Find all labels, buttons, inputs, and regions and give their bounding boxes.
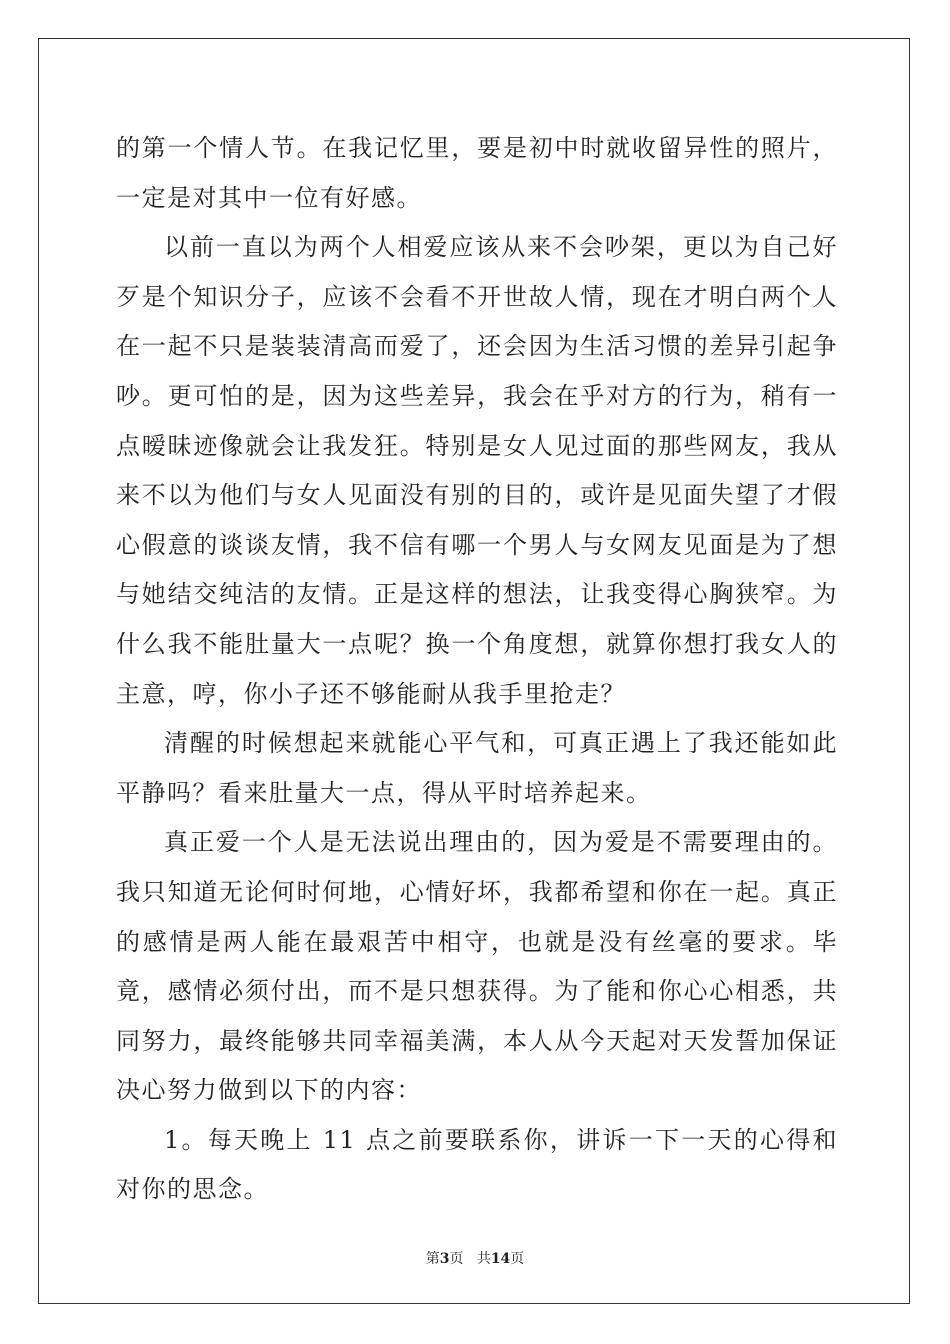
total-pages: 14 [490, 1251, 511, 1267]
page-prefix: 第 [425, 1251, 440, 1267]
paragraph: 清醒的时候想起来就能心平气和，可真正遇上了我还能如此平静吗？看来肚量大一点，得从平时培养起来。 [116, 729, 838, 807]
paragraph: 的第一个情人节。在我记忆里，要是初中时就收留异性的照片，一定是对其中一位有好感。 [116, 134, 838, 212]
page-footer [0, 1248, 950, 1268]
paragraph: 1。每天晚上 11 点之前要联系你，讲诉一下一天的心得和对你的思念。 [116, 1125, 838, 1204]
total-prefix: 共 [476, 1251, 491, 1267]
paragraph: 以前一直以为两个人相爱应该从来不会吵架，更以为自己好歹是个知识分子，应该不会看不开世故人情，现在才明白两个人在一起不只是装装清高而爱了，还会因为生活习惯的差异引起争吵。更可怕的是，因为这些差异，我会在乎对方的行为，稍有一点暧昧迹像就会让我发狂。特别是女人见过面的那些网友，我从来不以为他们与女人见面没有别的目的，或许是见面失望了才假心假意的谈谈友情，我不信有哪一个男人与女网友见面是为了想与她结交纯洁的友情。正是这样的想法，让我变得心胸狭窄。为什么我不能肚量大一点呢？换一个角度想，就算你想打我女人的主意，哼，你小子还不够能耐从我手里抢走？ [116, 233, 838, 708]
page-suffix: 页 [449, 1251, 464, 1267]
total-suffix: 页 [510, 1251, 525, 1267]
paragraph: 真正爱一个人是无法说出理由的，因为爱是不需要理由的。我只知道无论何时何地，心情好坏，我都希望和你在一起。真正的感情是两人能在最艰苦中相守，也就是没有丝毫的要求。毕竟，感情必须付出，而不是只想获得。为了能和你心心相悉，共同努力，最终能够共同幸福美满，本人从今天起对天发誓加保证决心努力做到以下的内容： [116, 828, 838, 1105]
page-number: 3 [439, 1251, 450, 1267]
document-body [116, 124, 838, 1215]
